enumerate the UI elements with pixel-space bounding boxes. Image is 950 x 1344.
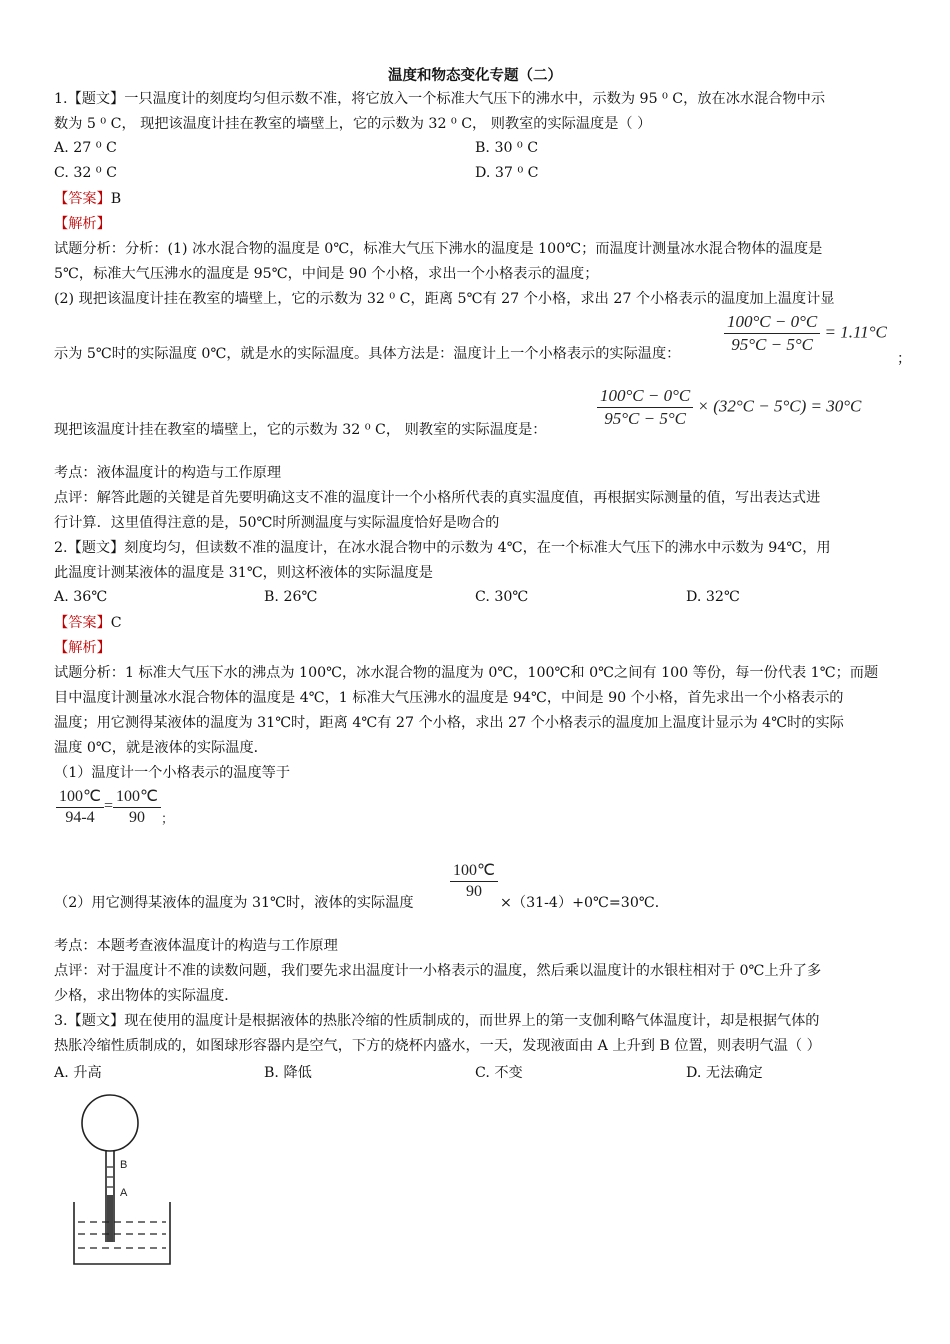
q1-analysis-line4: 示为 5℃时的实际温度 0℃，就是水的实际温度。具体方法是：温度计上一个小格表示的实际温度： xyxy=(54,346,681,362)
q1-option-b: B. 30 ⁰ C xyxy=(475,140,539,156)
q1-comment-line1: 点评：解答此题的关键是首先要明确这支不准的温度计一个小格所代表的真实温度值，再根据实际测量的值，写出表达式进 xyxy=(54,490,821,506)
q3-option-d: D. 无法确定 xyxy=(686,1065,763,1081)
q3-option-a: A. 升高 xyxy=(54,1065,102,1081)
q1-comment-line2: 行计算．这里值得注意的是，50℃时所测温度与实际温度恰好是吻合的 xyxy=(54,515,500,531)
q1-formula-2 xyxy=(597,386,861,429)
q2-formula-1 xyxy=(56,786,174,827)
q2-stem-line2: 此温度计测某液体的温度是 31℃，则这杯液体的实际温度是 xyxy=(54,565,433,581)
q3-option-c: C. 不变 xyxy=(475,1065,523,1081)
q2-step2: （2）用它测得某液体的温度为 31℃时，液体的实际温度 xyxy=(54,895,414,911)
liquid-column xyxy=(107,1195,113,1242)
q3-stem-line2: 热胀冷缩性质制成的，如图球形容器内是空气，下方的烧杯内盛水，一天，发现液面由 A 上升到 B 位置，则表明气温（ ） xyxy=(54,1038,821,1054)
formula-denominator: 94-4 xyxy=(65,809,95,826)
beaker xyxy=(74,1202,170,1264)
q2-analysis-line3: 温度；用它测得某液体的温度为 31℃时，距离 4℃有 27 个小格，求出 27 个小格表示的温度加上温度计显示为 4℃时的实际 xyxy=(54,715,844,731)
label-a: A xyxy=(120,1187,128,1199)
galileo-thermometer-figure xyxy=(70,1092,180,1272)
q2-answer xyxy=(54,614,122,632)
q1-answer xyxy=(54,190,121,208)
q1-stem-line2: 数为 5 ⁰ C， 现把该温度计挂在教室的墙壁上，它的示数为 32 ⁰ C， 则教室的实际温度是（ ） xyxy=(54,116,652,132)
q1-analysis-line1: 试题分析：分析：(1) 冰水混合物的温度是 0℃，标准大气压下沸水的温度是 100℃；而温度计测量冰水混合物体的温度是 xyxy=(54,241,823,257)
q2-analysis-tag: 【解析】 xyxy=(54,640,111,656)
q2-comment-line2: 少格，求出物体的实际温度． xyxy=(54,988,239,1004)
q1-option-c: C. 32 ⁰ C xyxy=(54,165,117,181)
q1-option-a: A. 27 ⁰ C xyxy=(54,140,117,156)
formula-numerator: 100°C − 0°C xyxy=(597,386,693,408)
q2-key-point: 考点：本题考查液体温度计的构造与工作原理 xyxy=(54,938,338,954)
q1-analysis-line3: (2) 现把该温度计挂在教室的墙壁上，它的示数为 32 ⁰ C，距离 5℃有 27 个小格，求出 27 个小格表示的温度加上温度计显 xyxy=(54,291,835,307)
formula-denominator: 90 xyxy=(465,883,482,900)
q2-comment-line1: 点评：对于温度计不准的读数问题，我们要先求出温度计一小格表示的温度，然后乘以温度计的水银柱相对于 0℃上升了多 xyxy=(54,963,822,979)
formula-denominator: 95°C − 5°C xyxy=(731,335,813,354)
q1-option-d: D. 37 ⁰ C xyxy=(475,165,539,181)
formula-equals: = xyxy=(103,797,113,815)
water-surface xyxy=(78,1222,166,1248)
answer-value: B xyxy=(110,191,122,207)
q2-step1: （1）温度计一个小格表示的温度等于 xyxy=(54,765,291,781)
formula-result: × (32°C − 5°C) = 30°C xyxy=(697,396,862,416)
q1-formula-1 xyxy=(724,312,887,355)
q1-stem-line1: 1.【题文】一只温度计的刻度均匀但示数不准，将它放入一个标准大气压下的沸水中，示数为 95 ⁰ C，放在冰水混合物中示 xyxy=(54,91,826,107)
answer-tag: 【答案】 xyxy=(54,191,111,207)
q2-analysis-line1: 试题分析：1 标准大气压下水的沸点为 100℃，冰水混合物的温度为 0℃，100℃和 0℃之间有 100 等份，每一份代表 1℃；而题 xyxy=(54,665,879,681)
answer-value: C xyxy=(110,615,122,631)
q2-option-b: B. 26℃ xyxy=(264,589,318,605)
q3-option-b: B. 降低 xyxy=(264,1065,312,1081)
q2-step2-end: ×（31-4）+0℃=30℃． xyxy=(500,895,669,911)
q2-option-d: D. 32℃ xyxy=(686,589,740,605)
q3-stem-line1: 3.【题文】现在使用的温度计是根据液体的热胀冷缩的性质制成的，而世界上的第一支伽利略气体温度计，却是根据气体的 xyxy=(54,1013,820,1029)
formula-numerator: 100℃ xyxy=(450,860,498,882)
q1-analysis-tag: 【解析】 xyxy=(54,216,111,232)
formula-numerator: 100°C − 0°C xyxy=(724,312,820,334)
formula-denominator: 90 xyxy=(128,809,145,826)
page-title: 温度和物态变化专题（二） xyxy=(388,67,562,84)
formula-denominator: 95°C − 5°C xyxy=(604,409,686,428)
q2-stem-line1: 2.【题文】刻度均匀，但读数不准的温度计，在冰水混合物中的示数为 4℃，在一个标准大气压下的沸水中示数为 94℃，用 xyxy=(54,540,831,556)
answer-tag: 【答案】 xyxy=(54,615,111,631)
formula-numerator: 100℃ xyxy=(113,786,161,808)
formula-numerator: 100℃ xyxy=(56,786,104,808)
q1-analysis-line5: 现把该温度计挂在教室的墙壁上，它的示数为 32 ⁰ C， 则教室的实际温度是： xyxy=(54,422,547,438)
formula-result: = 1.11°C xyxy=(824,322,887,342)
q2-option-a: A. 36℃ xyxy=(54,589,108,605)
air-bulb xyxy=(82,1095,138,1151)
q1-key-point: 考点：液体温度计的构造与工作原理 xyxy=(54,465,282,481)
q2-option-c: C. 30℃ xyxy=(475,589,529,605)
q2-analysis-line4: 温度 0℃，就是液体的实际温度． xyxy=(54,740,268,756)
q1-formula1-end: ； xyxy=(897,351,912,367)
formula-end: ； xyxy=(160,811,174,826)
q2-analysis-line2: 目中温度计测量冰水混合物体的温度是 4℃，1 标准大气压沸水的温度是 94℃，中间是 90 个小格，首先求出一个小格表示的 xyxy=(54,690,844,706)
q2-formula-2 xyxy=(450,860,498,901)
q1-analysis-line2: 5℃，标准大气压沸水的温度是 95℃，中间是 90 个小格，求出一个小格表示的温度； xyxy=(54,266,599,282)
label-b: B xyxy=(120,1159,128,1171)
